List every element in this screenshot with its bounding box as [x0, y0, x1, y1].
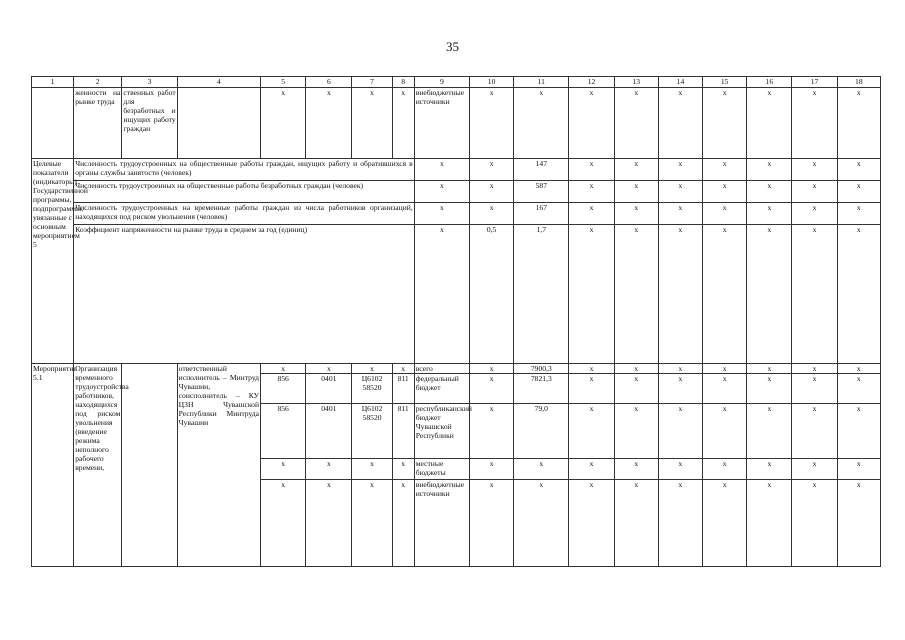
table-cell: х [658, 459, 702, 480]
table-cell: женности на рынке труда [74, 88, 122, 159]
table-cell: х [658, 159, 702, 181]
continuation-row [32, 88, 881, 159]
table-cell: х [792, 459, 837, 480]
column-number: 5 [261, 77, 306, 88]
table-cell: х [792, 364, 837, 374]
indicator-row [32, 159, 881, 181]
column-number: 11 [514, 77, 569, 88]
table-cell: х [703, 203, 747, 225]
table-cell: х [658, 225, 702, 364]
table-cell: х [569, 480, 614, 567]
table-cell: х [306, 480, 352, 567]
table-cell: 587 [514, 181, 569, 203]
table-cell: х [792, 159, 837, 181]
column-number: 1 [32, 77, 74, 88]
table-cell: х [703, 374, 747, 404]
table-cell: х [392, 459, 414, 480]
column-number-row [32, 77, 881, 88]
table-cell: х [469, 181, 513, 203]
funding-source: внебюджетные источники [414, 480, 469, 567]
table-cell: х [392, 364, 414, 374]
table-cell: х [414, 181, 469, 203]
table-cell: х [414, 159, 469, 181]
column-number: 16 [747, 77, 792, 88]
table-cell: х [792, 225, 837, 364]
table-cell: х [614, 181, 658, 203]
table-cell: х [614, 459, 658, 480]
table-cell: Ц6102 58520 [352, 404, 392, 459]
table-cell: х [306, 459, 352, 480]
table-cell: х [514, 480, 569, 567]
table-cell: х [703, 88, 747, 159]
column-number: 6 [306, 77, 352, 88]
table-cell: х [747, 374, 792, 404]
program-table [31, 76, 881, 567]
table-cell: х [569, 225, 614, 364]
table-cell: 167 [514, 203, 569, 225]
table-cell: х [352, 459, 392, 480]
table-cell: х [469, 459, 513, 480]
table-cell: х [837, 364, 880, 374]
table-cell: х [792, 181, 837, 203]
table-cell: х [658, 203, 702, 225]
table-cell: х [658, 404, 702, 459]
table-cell: х [747, 88, 792, 159]
indicator-row [32, 225, 881, 364]
column-number: 2 [74, 77, 122, 88]
table-cell: х [261, 364, 306, 374]
indicator-name: Численность трудоустроенных на общественные работы граждан, ищущих работу и обратившихся в органы службы занятости (человек) [74, 159, 415, 181]
column-number: 7 [352, 77, 392, 88]
table-cell [32, 88, 74, 159]
table-cell: ственных работ для безработных и ищущих работу граждан [122, 88, 177, 159]
table-cell: х [614, 225, 658, 364]
table-cell: х [792, 374, 837, 404]
table-cell: 79,0 [514, 404, 569, 459]
indicators-label: Целевые показатели (индикаторы) Государственной программы, подпрограммы, увязанные с основным мероприятием 5 [32, 159, 74, 364]
column-number: 15 [703, 77, 747, 88]
table-cell: 856 [261, 374, 306, 404]
table-cell: х [614, 159, 658, 181]
table-cell: 0401 [306, 404, 352, 459]
table-cell: х [703, 480, 747, 567]
column-number: 3 [122, 77, 177, 88]
table-cell: х [352, 480, 392, 567]
table-cell: х [614, 404, 658, 459]
column-number: 10 [469, 77, 513, 88]
table-cell: х [837, 181, 880, 203]
table-cell: х [392, 88, 414, 159]
table-cell: х [792, 203, 837, 225]
page-number: 35 [446, 39, 459, 54]
table-cell: х [352, 88, 392, 159]
measure-executor: ответственный исполнитель – Минтруд Чувашии, соисполнитель – КУ ЦЗН Чувашской Республики Минтруда Чувашии [177, 364, 260, 567]
column-number: 4 [177, 77, 260, 88]
table-cell: х [469, 203, 513, 225]
table-cell: х [837, 480, 880, 567]
indicator-row [32, 181, 881, 203]
table-cell: х [792, 480, 837, 567]
table-cell: х [747, 459, 792, 480]
funding-source: всего [414, 364, 469, 374]
table-cell: х [747, 364, 792, 374]
table-cell: 7900,3 [514, 364, 569, 374]
table-cell: х [469, 480, 513, 567]
table-cell: х [747, 225, 792, 364]
table-cell: х [569, 374, 614, 404]
table-cell: х [703, 364, 747, 374]
table-cell: 0,5 [469, 225, 513, 364]
table-cell: х [614, 203, 658, 225]
measure-name: Организация временного трудоустройства работников, находящихся под риском увольнения (введение режима неполного рабочего времени, [74, 364, 122, 567]
measure-label: Мероприятие 5.1 [32, 364, 74, 567]
table-cell: Ц6102 58520 [352, 374, 392, 404]
table-cell: х [703, 159, 747, 181]
table-cell: х [614, 480, 658, 567]
column-number: 14 [658, 77, 702, 88]
table-cell: х [569, 459, 614, 480]
column-number: 18 [837, 77, 880, 88]
funding-row [32, 364, 881, 374]
column-number: 9 [414, 77, 469, 88]
table-cell [122, 364, 177, 567]
table-cell: х [792, 88, 837, 159]
table-cell: 7821,3 [514, 374, 569, 404]
indicator-name: Численность трудоустроенных на временные работы граждан из числа работников организаций, находящихся под риском увольнения (человек) [74, 203, 415, 225]
table-cell: х [837, 159, 880, 181]
table-cell: х [837, 404, 880, 459]
table-cell: х [392, 480, 414, 567]
table-cell: х [703, 181, 747, 203]
indicator-row [32, 203, 881, 225]
table-cell: х [469, 159, 513, 181]
table-cell: 811 [392, 404, 414, 459]
funding-source: местные бюджеты [414, 459, 469, 480]
table-cell: х [747, 404, 792, 459]
indicator-name: Численность трудоустроенных на общественные работы безработных граждан (человек) [74, 181, 415, 203]
table-cell: х [569, 159, 614, 181]
table-cell: х [658, 374, 702, 404]
table-cell: х [569, 364, 614, 374]
indicator-name: Коэффициент напряженности на рынке труда в среднем за год (единиц) [74, 225, 415, 364]
table-cell: х [658, 181, 702, 203]
table-cell: х [747, 181, 792, 203]
table-cell: х [514, 459, 569, 480]
table-cell: х [469, 374, 513, 404]
table-cell [177, 88, 260, 159]
table-cell: х [658, 364, 702, 374]
table-cell: х [614, 364, 658, 374]
table-cell: х [658, 480, 702, 567]
table-cell: х [658, 88, 702, 159]
column-number: 13 [614, 77, 658, 88]
table-cell: х [837, 459, 880, 480]
table-cell: х [469, 404, 513, 459]
column-number: 12 [569, 77, 614, 88]
table-cell: х [569, 203, 614, 225]
table-cell: х [261, 459, 306, 480]
table-cell: внебюджетные источники [414, 88, 469, 159]
table-cell: х [569, 88, 614, 159]
table-cell: х [747, 159, 792, 181]
table-cell: х [469, 364, 513, 374]
table-cell: 811 [392, 374, 414, 404]
table-cell: х [352, 364, 392, 374]
table-cell: 856 [261, 404, 306, 459]
table-cell: х [414, 203, 469, 225]
funding-source: республиканский бюджет Чувашской Республики [414, 404, 469, 459]
table-cell: х [261, 88, 306, 159]
table-cell: х [703, 459, 747, 480]
table-cell: х [306, 88, 352, 159]
table-cell: х [614, 88, 658, 159]
table-cell: 147 [514, 159, 569, 181]
table-cell: х [837, 374, 880, 404]
column-number: 8 [392, 77, 414, 88]
table-cell: х [792, 404, 837, 459]
table-cell: 1,7 [514, 225, 569, 364]
table-cell: х [703, 225, 747, 364]
table-cell: х [837, 225, 880, 364]
table-cell: х [614, 374, 658, 404]
table-cell: 0401 [306, 374, 352, 404]
table-cell: х [747, 203, 792, 225]
table-cell: х [569, 404, 614, 459]
table-cell: х [261, 480, 306, 567]
table-cell: х [414, 225, 469, 364]
column-number: 17 [792, 77, 837, 88]
table-cell: х [469, 88, 513, 159]
table-cell: х [837, 88, 880, 159]
table-cell: х [747, 480, 792, 567]
table-cell: х [514, 88, 569, 159]
table-cell: х [837, 203, 880, 225]
table-cell: х [569, 181, 614, 203]
table-cell: х [306, 364, 352, 374]
funding-source: федеральный бюджет [414, 374, 469, 404]
table-cell: х [703, 404, 747, 459]
